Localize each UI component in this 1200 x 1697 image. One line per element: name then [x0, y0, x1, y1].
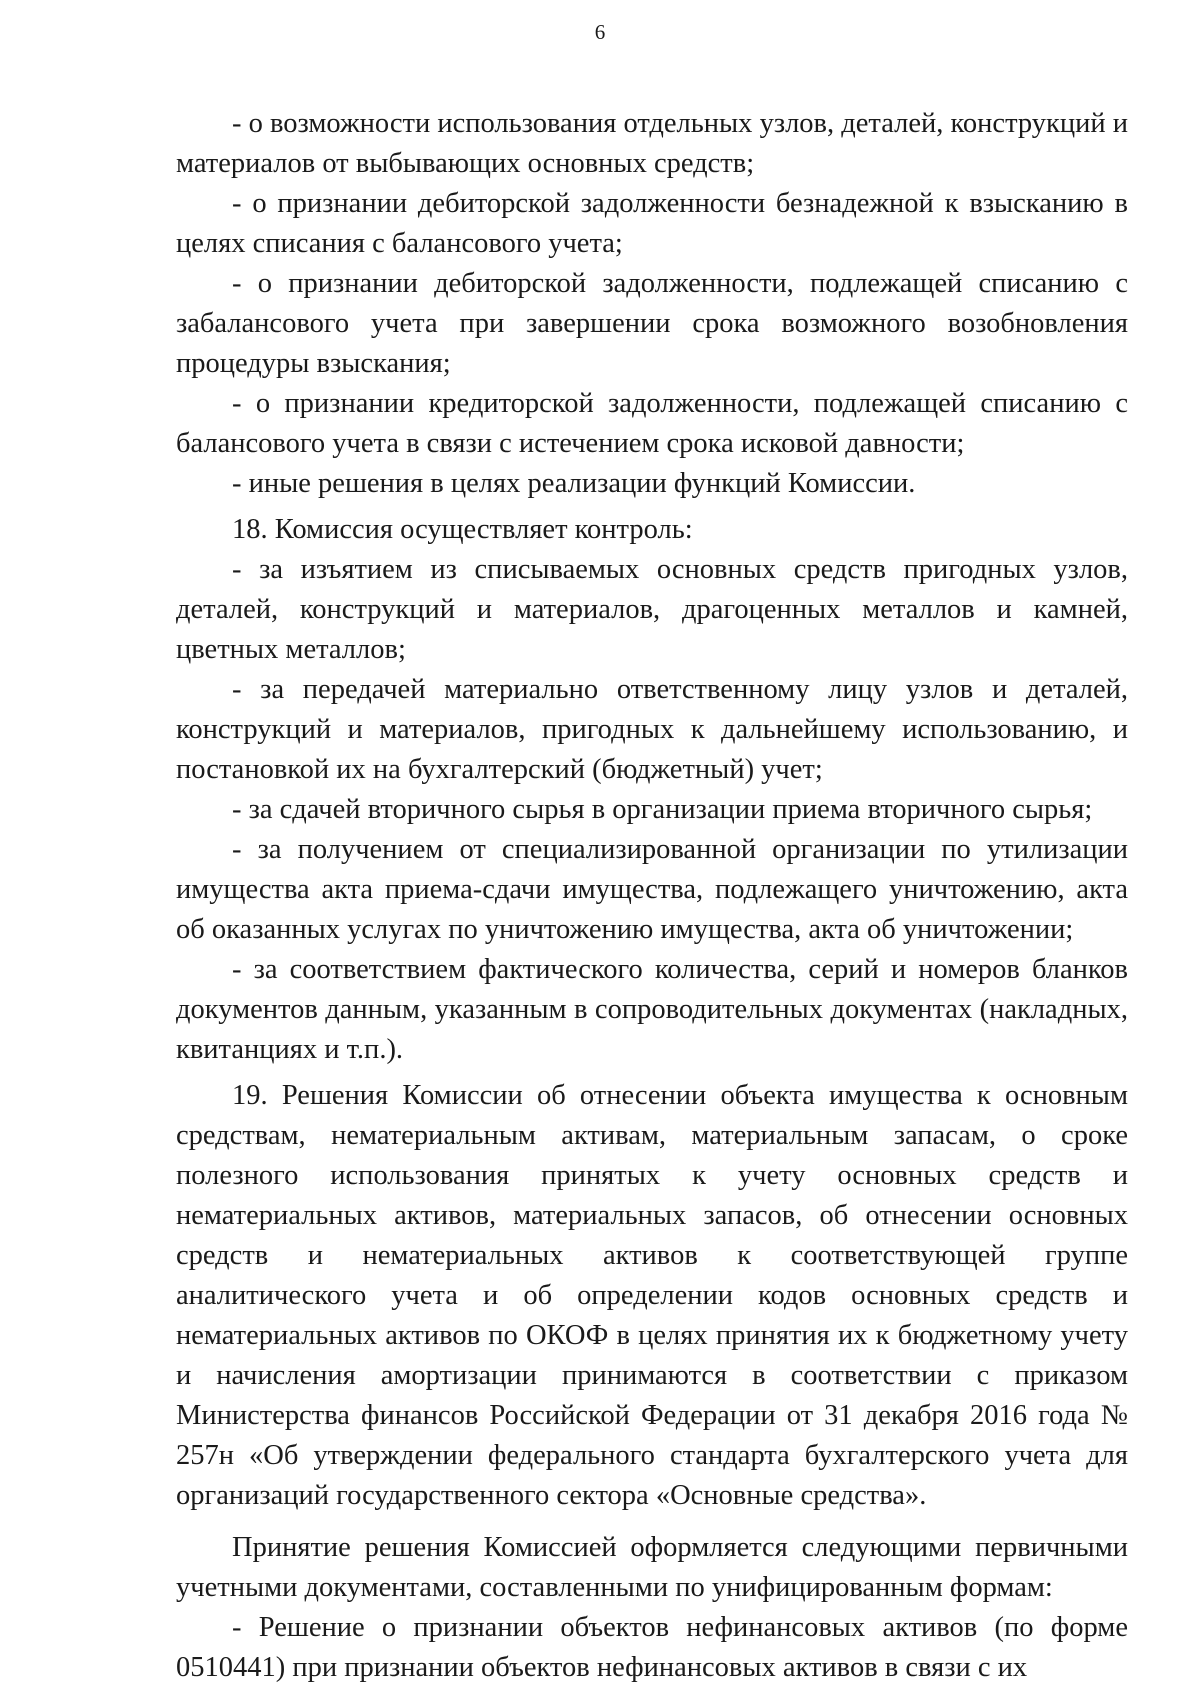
- list-item-bad-receivables: - о признании дебиторской задолженности безнадежной к взысканию в целях списания с балансового учета;: [176, 188, 1128, 259]
- clause-18-heading: 18. Комиссия осуществляет контроль:: [232, 514, 693, 545]
- control-item-removal: - за изъятием из списываемых основных средств пригодных узлов, деталей, конструкций и материалов, драгоценных металлов и камней, цветных металлов;: [176, 554, 1128, 665]
- list-item-offbalance-receivables: - о признании дебиторской задолженности, подлежащей списанию с забалансового учета при завершении срока возможного возобновления процедуры взыскания;: [176, 268, 1128, 379]
- document-body: [176, 104, 1128, 1688]
- list-item-form-0510441: - Решение о признании объектов нефинансовых активов (по форме 0510441) при признании объектов нефинансовых активов в связи с их: [176, 1612, 1128, 1683]
- control-item-recycling: - за сдачей вторичного сырья в организации приема вторичного сырья;: [232, 794, 1093, 825]
- list-item-reuse-parts: - о возможности использования отдельных узлов, деталей, конструкций и материалов от выбывающих основных средств;: [176, 108, 1128, 179]
- list-item-other-decisions: - иные решения в целях реализации функций Комиссии.: [232, 468, 916, 499]
- documents-intro-paragraph: Принятие решения Комиссией оформляется следующими первичными учетными документами, составленными по унифицированным формам:: [176, 1532, 1128, 1603]
- page-number: 6: [594, 20, 606, 44]
- list-item-payables-writeoff: - о признании кредиторской задолженности, подлежащей списанию с балансового учета в связи с истечением срока исковой давности;: [176, 388, 1128, 459]
- control-item-transfer: - за передачей материально ответственному лицу узлов и деталей, конструкций и материалов, пригодных к дальнейшему использованию, и постановкой их на бухгалтерский (бюджетный) учет;: [176, 674, 1128, 785]
- control-item-destruction-acts: - за получением от специализированной организации по утилизации имущества акта приема-сдачи имущества, подлежащего уничтожению, акта об оказанных услугах по уничтожению имущества, акта об уничтожении;: [176, 834, 1128, 945]
- clause-19-paragraph: 19. Решения Комиссии об отнесении объекта имущества к основным средствам, нематериальным активам, материальным запасам, о сроке полезного использования принятых к учету основных средств и нематериальных активов, материальных запасов, об отнесении основных средств и нематериальных активов к соответствующей группе аналитического учета и об определении кодов основных средств и нематериальных активов по ОКОФ в целях принятия их к бюджетному учету и начисления амортизации принимаются в соответствии с приказом Министерства финансов Российской Федерации от 31 декабря 2016 года № 257н «Об утверждении федерального стандарта бухгалтерского учета для организаций государственного сектора «Основные средства».: [176, 1080, 1128, 1511]
- control-item-forms-check: - за соответствием фактического количества, серий и номеров бланков документов данным, указанным в сопроводительных документах (накладных, квитанциях и т.п.).: [176, 954, 1128, 1065]
